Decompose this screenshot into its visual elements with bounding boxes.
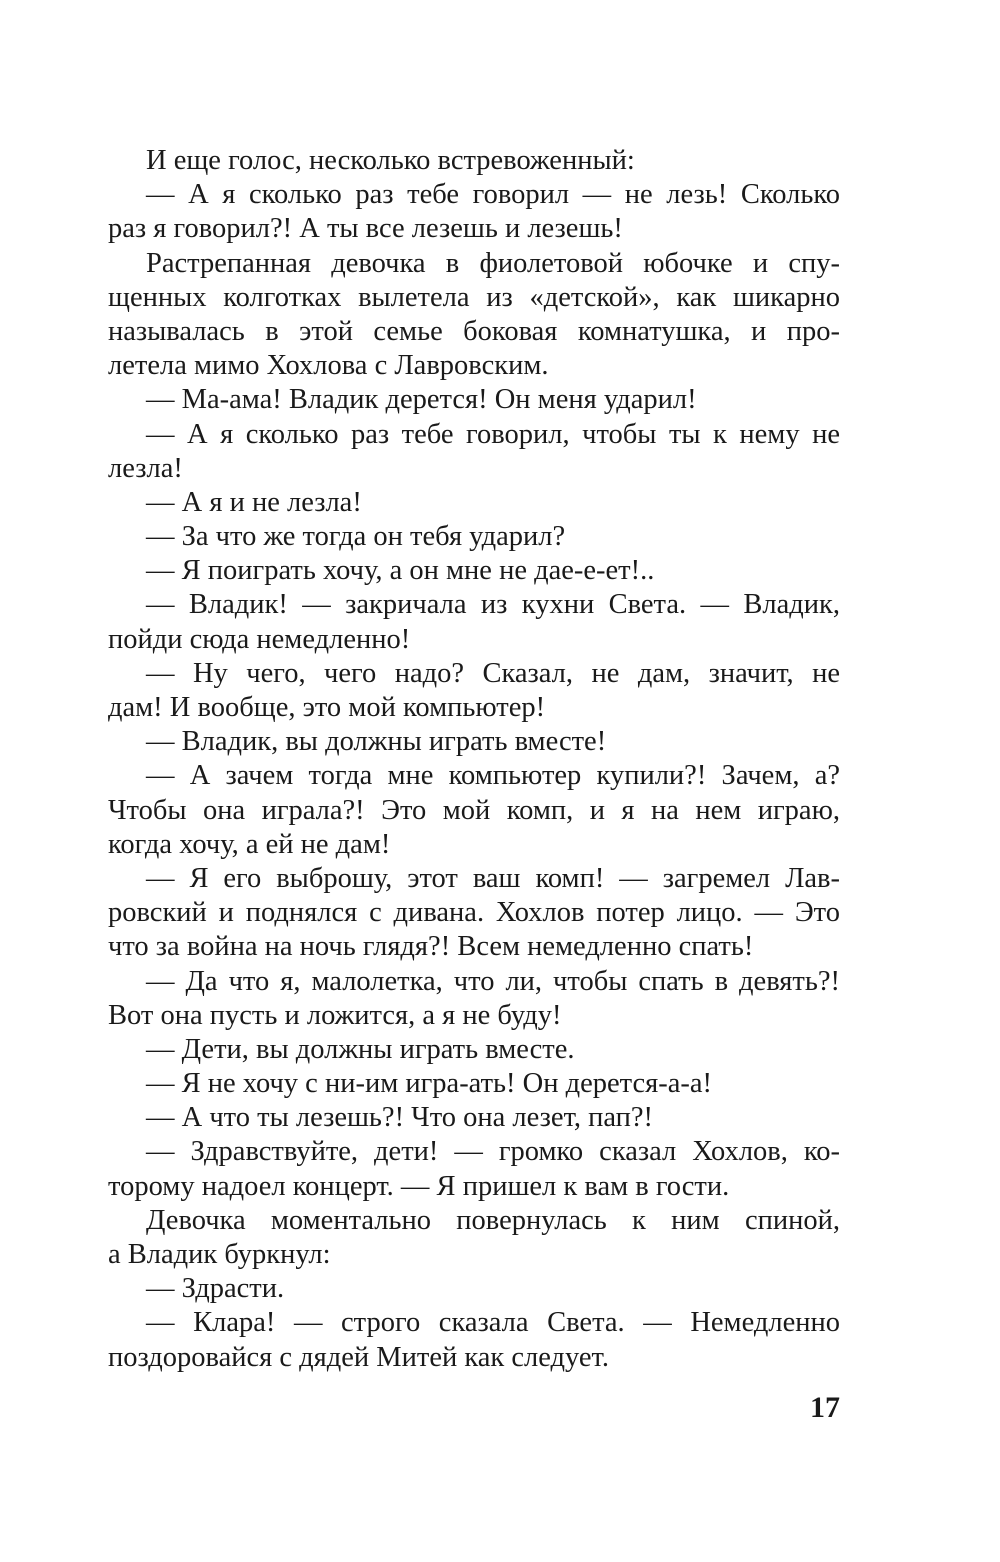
text-line: Девочка моментально повернулась к ним спиной,	[146, 1204, 840, 1236]
text-line: торому надоел концерт. — Я пришел к вам в гости.	[108, 1170, 730, 1202]
text-line: — Здрасти.	[146, 1273, 285, 1305]
text-line: когда хочу, а ей не дам!	[108, 828, 391, 860]
text-line: — А я сколько раз тебе говорил, чтобы ты к нему не	[146, 418, 840, 450]
text-line: дам! И вообще, это мой компьютер!	[108, 692, 546, 723]
text-line: ровский и поднялся с дивана. Хохлов потер лицо. — Это	[108, 897, 840, 929]
text-line: — Да что я, малолетка, что ли, чтобы спать в девять?!	[146, 965, 840, 997]
text-line: пойди сюда немедленно!	[108, 623, 411, 655]
text-line: лезла!	[108, 452, 183, 484]
text-line: — А я сколько раз тебе говорил — не лезь! Сколько	[146, 179, 840, 211]
text-line: — Владик! — закричала из кухни Света. — Владик,	[146, 589, 840, 621]
text-line: летела мимо Хохлова с Лавровским.	[108, 350, 549, 382]
text-line: Чтобы она играла?! Это мой комп, и я на нем играю,	[108, 794, 840, 826]
text-line: — А зачем тогда мне компьютер купили?! Зачем, а?	[146, 760, 840, 792]
text-line: И еще голос, несколько встревоженный:	[146, 145, 635, 176]
text-line: — Я его выброшу, этот ваш комп! — загремел Лав-	[146, 862, 840, 894]
text-line: — А я и не лезла!	[146, 486, 362, 518]
text-line: — Дети, вы должны играть вместе.	[146, 1033, 575, 1065]
text-line: — Ну чего, чего надо? Сказал, не дам, значит, не	[146, 657, 840, 689]
text-line: — Я не хочу с ни-им игра-ать! Он дерется-а-а!	[146, 1068, 713, 1100]
text-line: что за война на ночь глядя?! Всем немедленно спать!	[108, 931, 754, 963]
text-line: — Клара! — строго сказала Света. — Немедленно	[146, 1307, 840, 1339]
text-line: — Владик, вы должны играть вместе!	[146, 726, 607, 758]
page-number: 17	[810, 1391, 840, 1424]
text-line: называлась в этой семье боковая комнатушка, и про-	[108, 315, 840, 347]
text-line: Вот она пусть и ложится, а я не буду!	[108, 999, 562, 1031]
text-line: раз я говорил?! А ты все лезешь и лезешь!	[108, 213, 623, 245]
text-line: а Владик буркнул:	[108, 1239, 331, 1270]
text-line: поздоровайся с дядей Митей как следует.	[108, 1341, 609, 1373]
text-line: — Я поиграть хочу, а он мне не дае-е-ет!..	[146, 555, 655, 587]
text-line: Растрепанная девочка в фиолетовой юбочке и спу-	[146, 247, 840, 279]
text-line: — А что ты лезешь?! Что она лезет, пап?!	[146, 1102, 654, 1134]
text-line: — Ма-ама! Владик дерется! Он меня ударил!	[146, 384, 697, 416]
text-line: — За что же тогда он тебя ударил?	[146, 521, 566, 553]
text-line: — Здравствуйте, дети! — громко сказал Хохлов, ко-	[146, 1136, 840, 1168]
text-line: щенных колготках вылетела из «детской», как шикарно	[108, 281, 840, 313]
body-text	[108, 144, 840, 1375]
